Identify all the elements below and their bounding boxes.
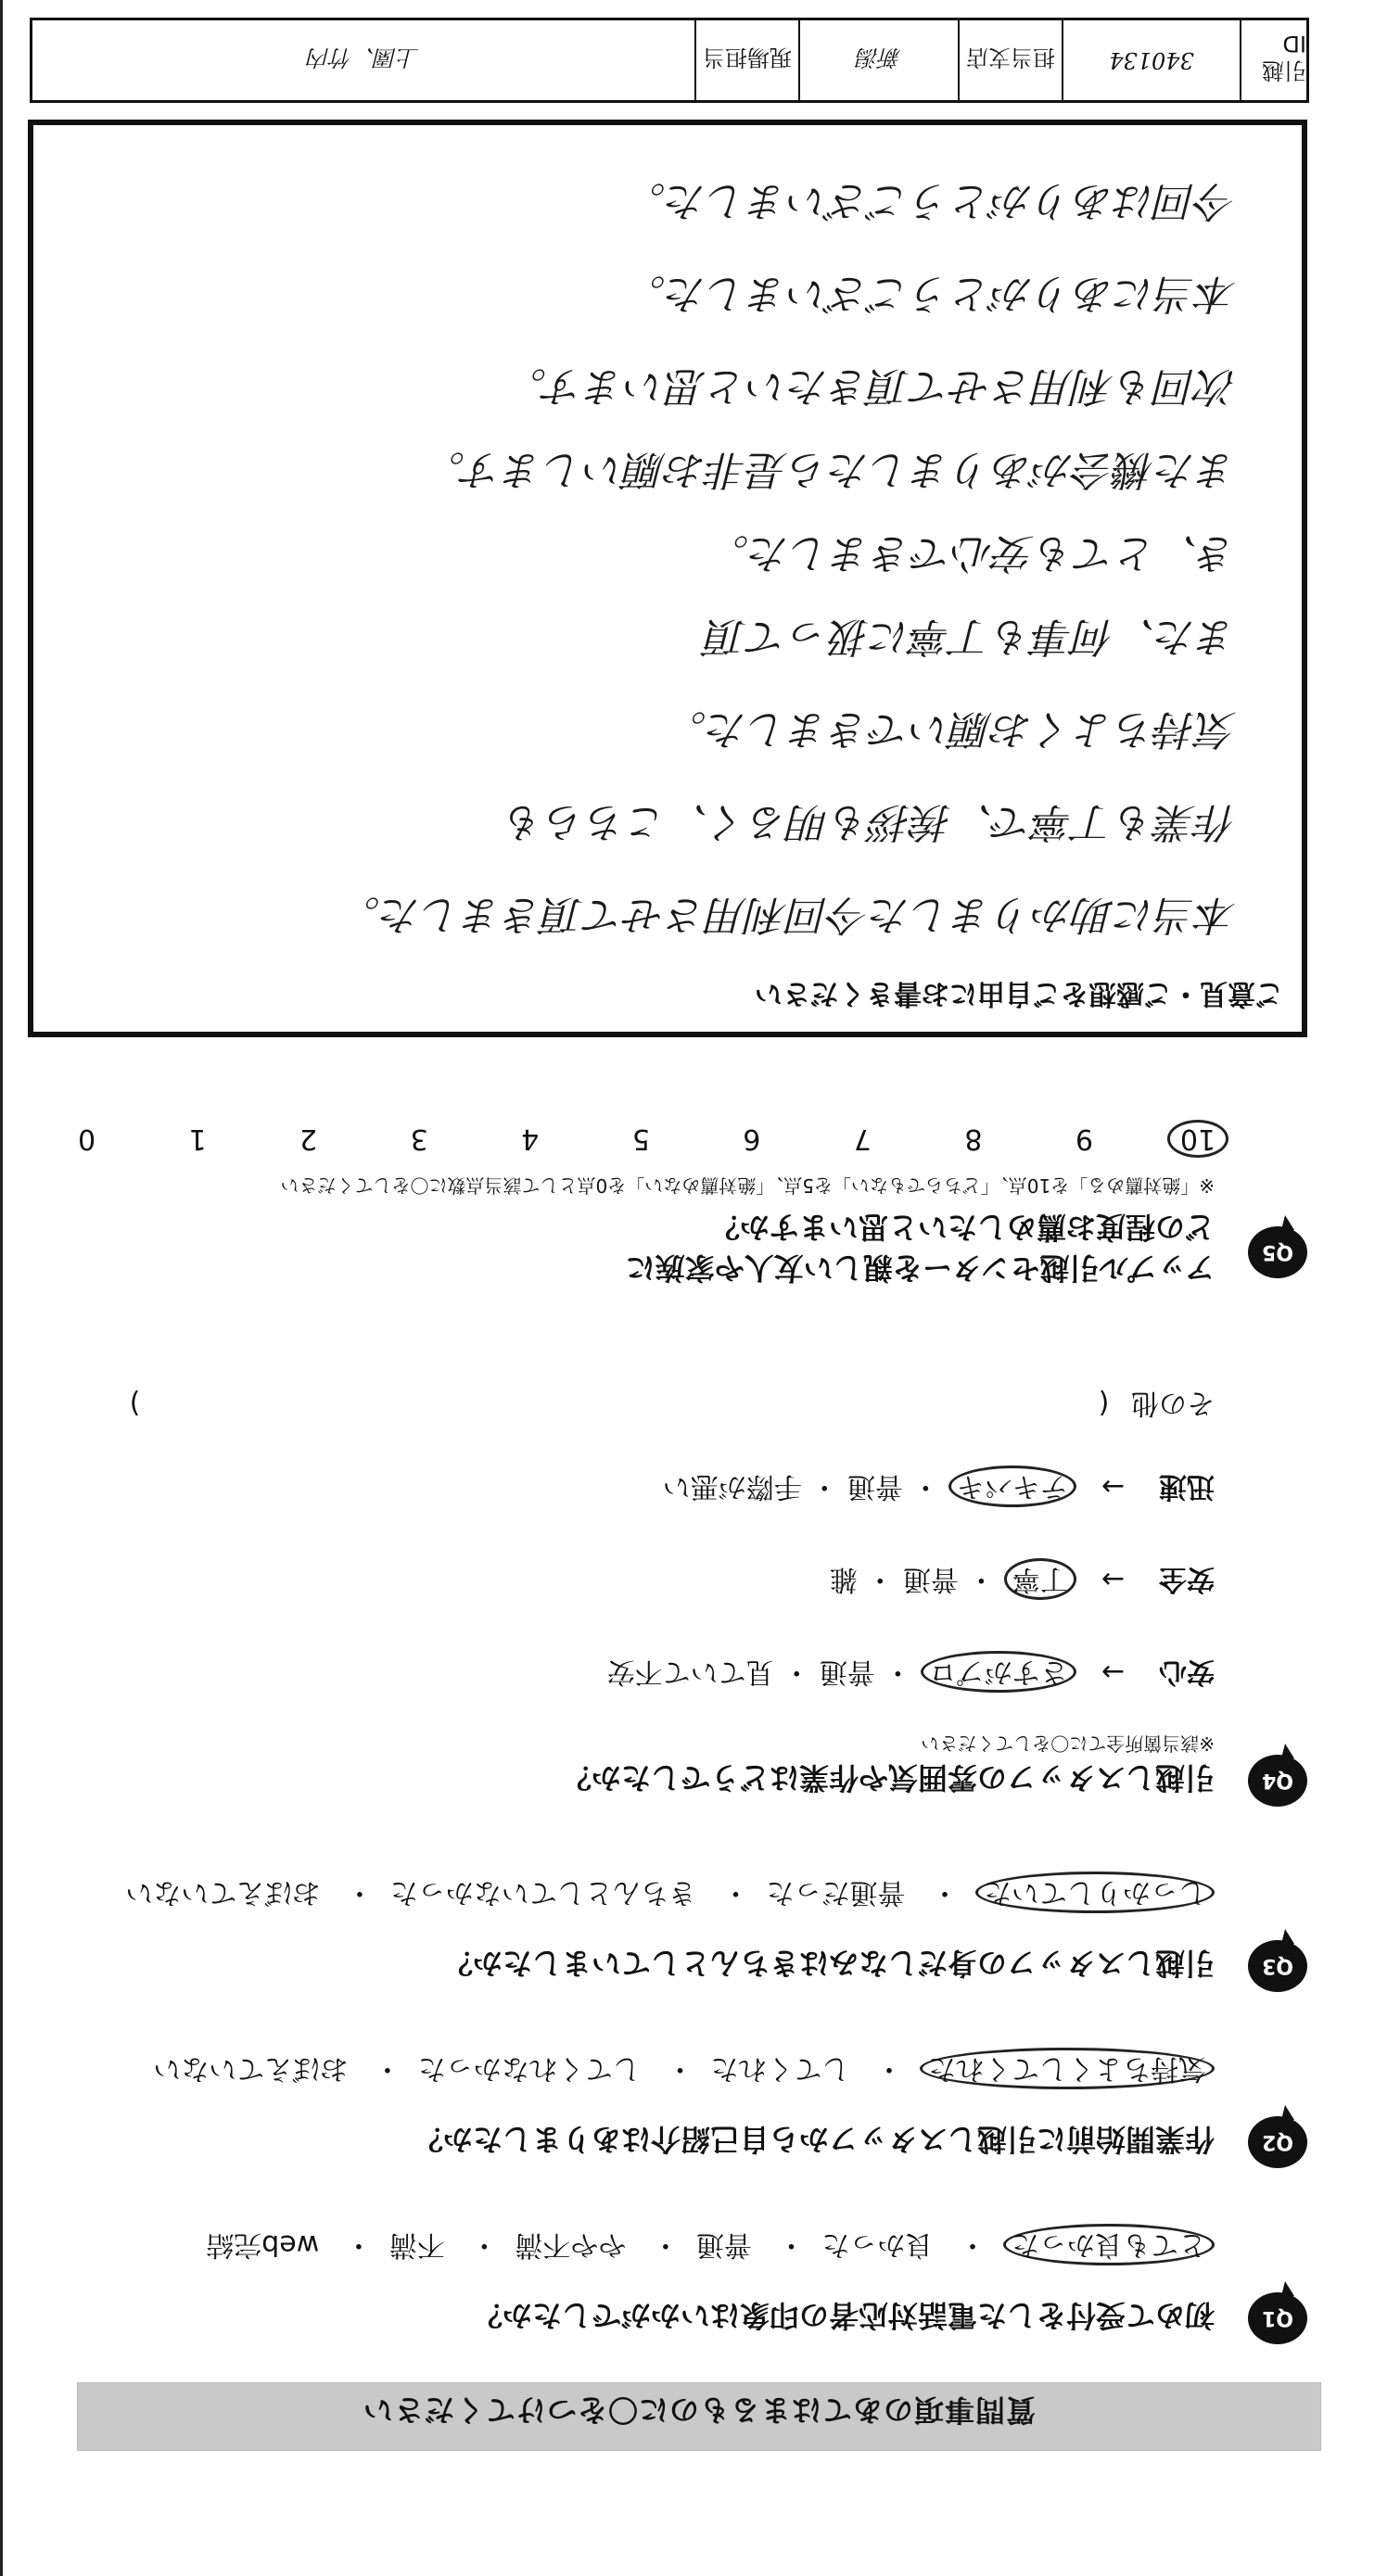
comment-line: 本当にありがとうございました。 xyxy=(625,270,1237,317)
q3-option-1[interactable]: 普通だった xyxy=(766,1876,906,1909)
q5-scale xyxy=(36,1120,1252,1158)
q5-score-9[interactable]: 9 xyxy=(1075,1123,1093,1155)
q4-row-label: 迅速 xyxy=(1159,1470,1215,1503)
q4-text: 引越しスタッフの雰囲気や作業はどうでしたか？ xyxy=(561,1760,1215,1796)
q4-row-jinsoku: 迅速 → テキパキ ・ 普通 ・ 手際が悪い xyxy=(663,1469,1215,1510)
comment-line: き、とても安心できました。 xyxy=(707,529,1237,577)
q4-other xyxy=(9,1386,1215,1427)
q5-score-4[interactable]: 4 xyxy=(521,1123,540,1155)
q5-text-line1: アップル引越センターを親しい友人や家族に xyxy=(625,1250,1215,1286)
question-4 xyxy=(28,1362,1307,1807)
q1-option-5[interactable]: web完結 xyxy=(206,2228,320,2261)
q4-row-label: 安心 xyxy=(1159,1656,1215,1688)
q2-option-1[interactable]: してくれた xyxy=(710,2052,850,2085)
comment-line: また、何事も丁寧に扱って頂 xyxy=(706,613,1237,660)
q4-note: ※該当箇所全てに〇をしてください xyxy=(921,1732,1215,1755)
q5-text-line2: どの程度お薦めしたいと思いますか？ xyxy=(709,1210,1215,1245)
branch-value: 新潟 xyxy=(798,20,958,100)
q2-text: 作業開始前に引越しスタッフから自己紹介はありましたか？ xyxy=(413,2122,1215,2157)
q2-option-0[interactable]: 気持ちよくしてくれた xyxy=(920,2048,1215,2089)
q5-score-7[interactable]: 7 xyxy=(853,1123,872,1155)
arrow-icon: → xyxy=(1101,1656,1126,1688)
question-1 xyxy=(28,2196,1307,2344)
q3-text: 引越しスタッフの身だしなみはきちんとしていましたか？ xyxy=(442,1946,1215,1981)
q5-score-1[interactable]: 1 xyxy=(188,1123,207,1155)
instruction-band xyxy=(77,2382,1321,2451)
q4-other-close: ) xyxy=(129,1387,141,1419)
arrow-icon: → xyxy=(1101,1470,1126,1503)
q1-option-4[interactable]: 不満 xyxy=(388,2228,445,2261)
q3-options: しっかりしていた・ 普通だった・ きちんとしていなかった・ おぼえていない xyxy=(108,1875,1215,1916)
q5-score-0[interactable]: 0 xyxy=(77,1123,96,1155)
q4-row2-option-0[interactable]: テキパキ xyxy=(948,1466,1076,1507)
q3-icon: Q3 xyxy=(1248,1940,1307,1992)
manager-value: 上園、竹内 xyxy=(308,44,419,71)
q3-option-3[interactable]: おぼえていない xyxy=(125,1876,321,1909)
q5-score-6[interactable]: 6 xyxy=(743,1123,761,1155)
comments-heading: ご意見・ご感想をご自由にお書きください xyxy=(755,977,1283,1009)
comment-line: また機会がありましたら是非お願いします。 xyxy=(424,446,1237,493)
q1-option-3[interactable]: やや不満 xyxy=(515,2228,627,2261)
id-value: 340134 xyxy=(1062,20,1240,100)
manager-label: 現場担当 xyxy=(694,20,798,100)
q5-score-5[interactable]: 5 xyxy=(631,1123,650,1155)
q4-row2-option-2[interactable]: 手際が悪い xyxy=(662,1470,802,1503)
branch-label: 担当支店 xyxy=(958,20,1062,100)
comment-line: 本当に助かりました今回利用させて頂きました。 xyxy=(339,891,1237,938)
q5-score-2[interactable]: 2 xyxy=(299,1123,318,1155)
q4-row0-option-1[interactable]: 普通 xyxy=(819,1656,875,1688)
q4-other-open: ( xyxy=(1098,1387,1110,1419)
q1-option-2[interactable]: 普通 xyxy=(695,2228,752,2261)
q1-text: 初めて受付をした電話対応者の印象はいかがでしたか？ xyxy=(472,2298,1215,2333)
q2-icon: Q2 xyxy=(1248,2116,1307,2168)
q2-option-2[interactable]: してくれなかった xyxy=(417,2052,641,2085)
question-2 xyxy=(28,2020,1307,2168)
id-label: 引越ID xyxy=(1240,20,1306,100)
q4-row-anzen: 安全 → 丁寧 ・ 普通 ・ 雑 xyxy=(830,1562,1215,1603)
q3-option-0[interactable]: しっかりしていた xyxy=(975,1872,1215,1913)
comment-line: 今回はありがとうございました。 xyxy=(625,177,1237,224)
question-3 xyxy=(28,1844,1307,1992)
q3-option-2[interactable]: きちんとしていなかった xyxy=(389,1876,696,1909)
arrow-icon: → xyxy=(1101,1563,1126,1595)
q4-row0-option-2[interactable]: 見ていて不安 xyxy=(606,1656,774,1688)
q5-score-10[interactable]: 10 xyxy=(1167,1120,1228,1158)
question-5 xyxy=(28,1158,1307,1297)
q5-score-8[interactable]: 8 xyxy=(964,1123,983,1155)
q4-row-label: 安全 xyxy=(1159,1563,1215,1595)
q4-row1-option-0[interactable]: 丁寧 xyxy=(1004,1558,1076,1600)
q4-row2-option-1[interactable]: 普通 xyxy=(846,1470,903,1503)
q4-row1-option-1[interactable]: 普通 xyxy=(902,1563,959,1595)
q5-icon: Q5 xyxy=(1248,1226,1307,1278)
q1-options: とても良かった・ 良かった・ 普通・ やや不満・ 不満・ web完結 xyxy=(189,2227,1215,2268)
q5-score-3[interactable]: 3 xyxy=(410,1123,428,1155)
q4-row-anshin: 安心 → さすがプロ ・ 普通 ・ 見ていて不安 xyxy=(607,1655,1215,1695)
id-table xyxy=(30,18,1309,103)
q2-option-3[interactable]: おぼえていない xyxy=(153,2052,349,2085)
q1-icon: Q1 xyxy=(1248,2292,1307,2344)
comments-box[interactable] xyxy=(28,120,1307,1037)
comment-line: 気持ちよくお願いできました。 xyxy=(666,705,1237,753)
q4-other-label: その他 xyxy=(1131,1387,1215,1419)
comment-line: 次回も利用させて頂きたいと思います。 xyxy=(505,362,1237,410)
comment-line: 作業も丁寧で、挨拶も明るく、こちらも xyxy=(503,798,1237,845)
instruction-text: 質問事項のあてはまるものに〇をつけてください xyxy=(363,2392,1037,2428)
q4-row0-option-0[interactable]: さすがプロ xyxy=(921,1651,1076,1693)
q5-note: ※「絶対薦める」を10点、「どちらでもない」を5点、「絶対薦めない」を0点として該当点数に〇をしてください xyxy=(280,1174,1215,1197)
q2-options: 気持ちよくしてくれた・ してくれた・ してくれなかった・ おぼえていない xyxy=(136,2051,1215,2092)
q1-option-1[interactable]: 良かった xyxy=(821,2228,934,2261)
q4-icon: Q4 xyxy=(1248,1755,1307,1807)
q1-option-0[interactable]: とても良かった xyxy=(1003,2224,1215,2265)
q4-row1-option-2[interactable]: 雑 xyxy=(829,1563,858,1595)
